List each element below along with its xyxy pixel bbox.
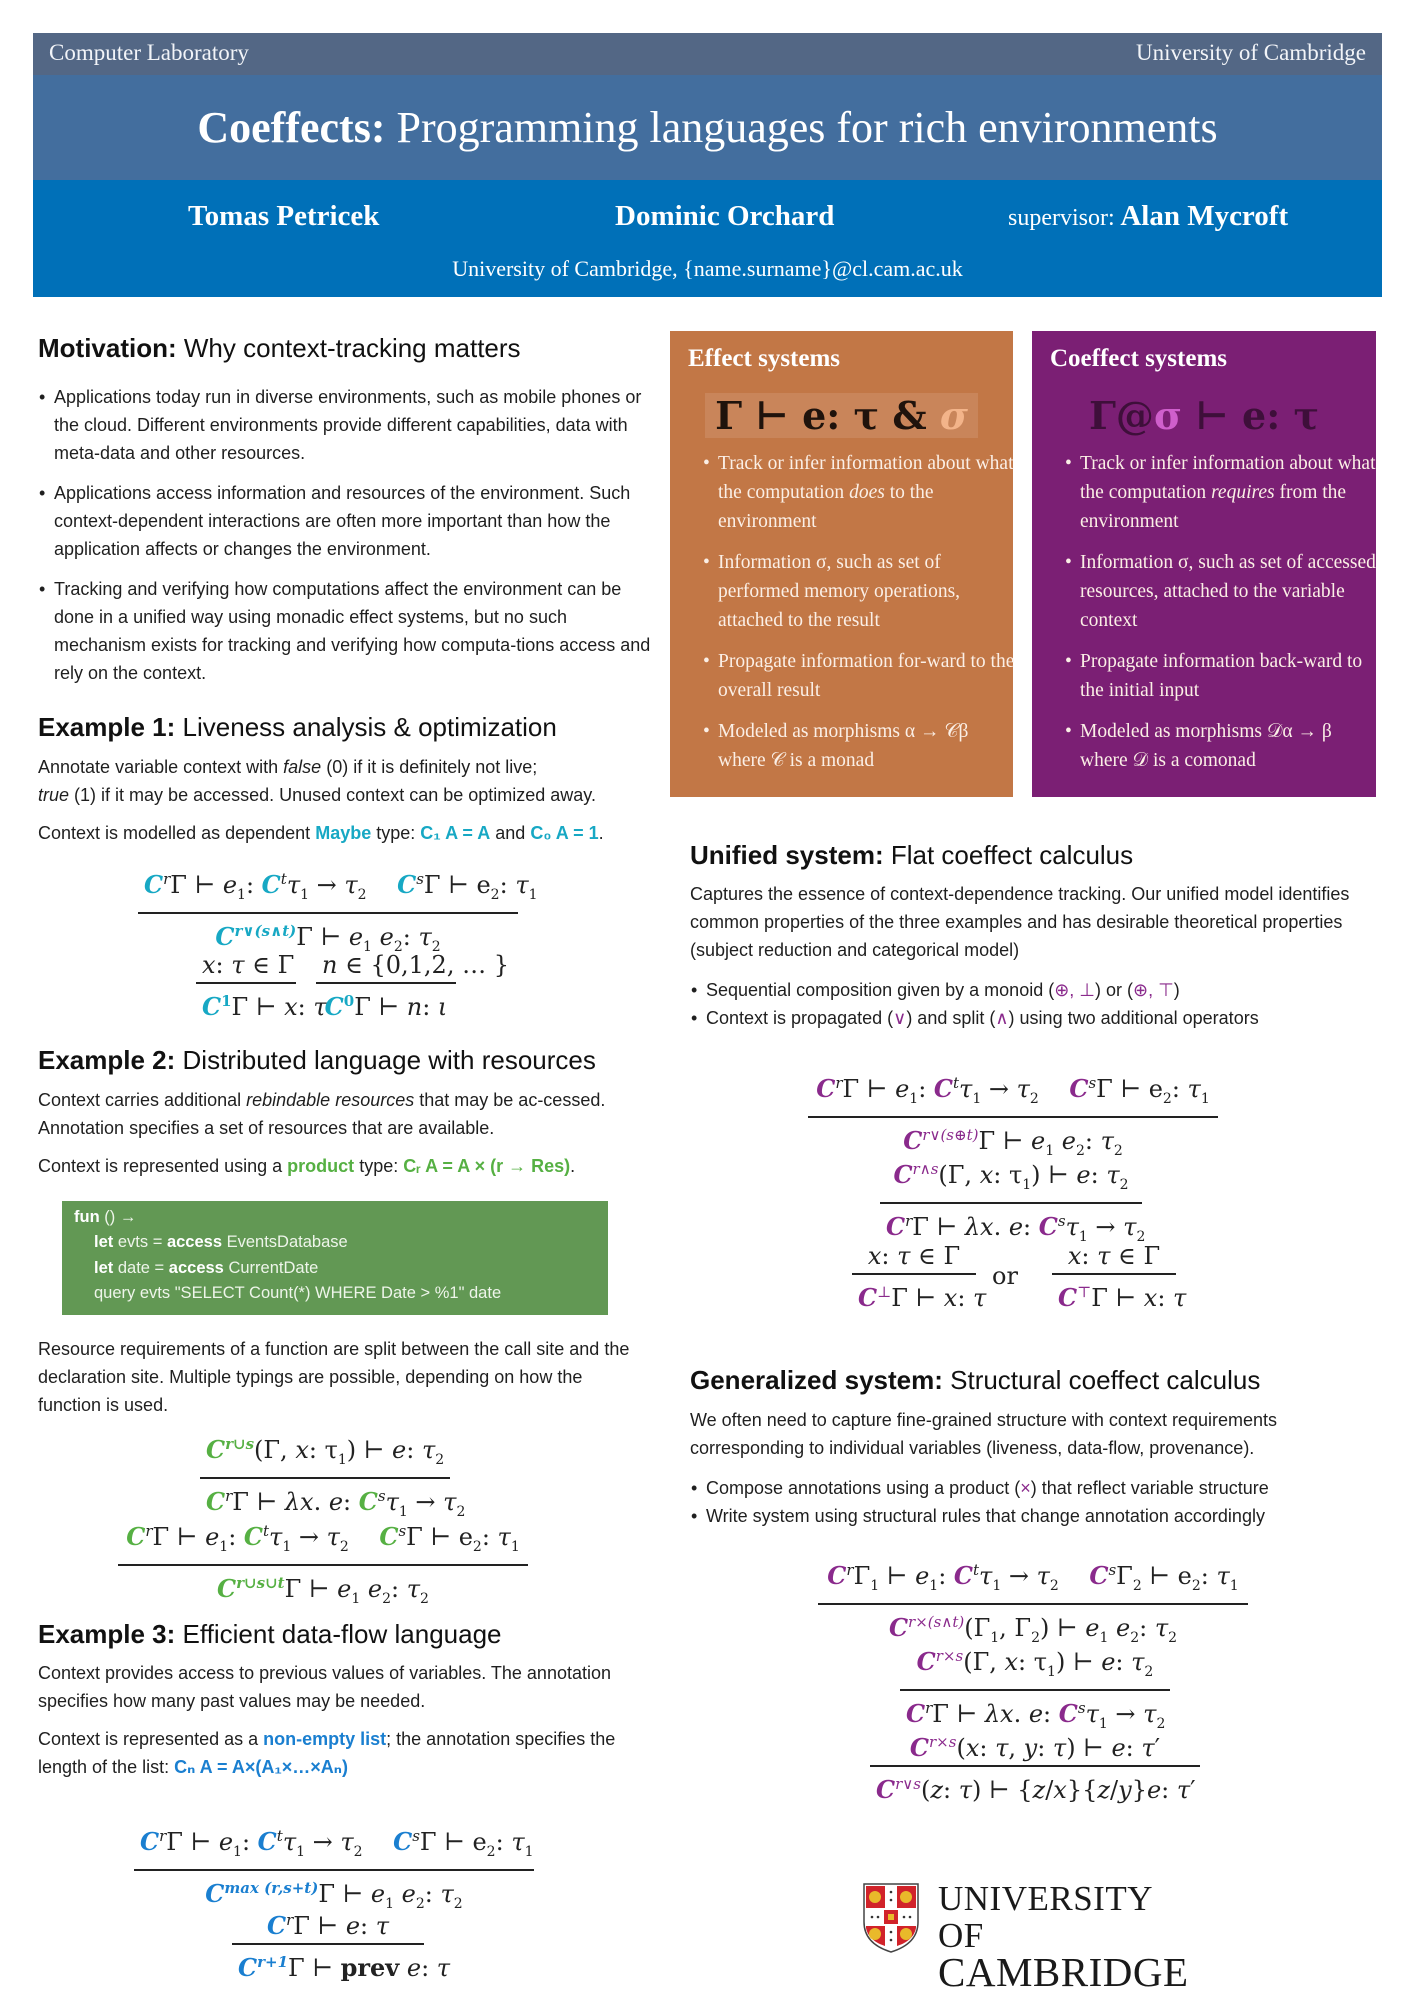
text: to the environment: [718, 482, 934, 532]
example2-intro: [38, 1086, 638, 1142]
text-em: false: [283, 757, 322, 777]
heading-bold: Generalized system:: [690, 1365, 943, 1395]
text: that may be ac-cessed. Annotation specifies a set of resources that are available.: [38, 1090, 606, 1138]
supervisor-label: supervisor:: [1008, 205, 1115, 231]
list-item: [718, 449, 1018, 536]
operator: ∨: [893, 1008, 907, 1028]
title-bold: Coeffects:: [197, 103, 386, 152]
text: ): [1173, 980, 1180, 1000]
author-name: Tomas Petricek: [188, 200, 380, 232]
example1-heading: [38, 712, 557, 743]
supervisor: [1008, 200, 1288, 233]
heading-bold: Unified system:: [690, 840, 884, 870]
text: type:: [376, 823, 416, 843]
operator: ×: [1020, 1478, 1031, 1498]
text: ) or (: [1094, 980, 1133, 1000]
heading-rest: Efficient data-flow language: [182, 1619, 502, 1649]
code-text: CurrentDate: [228, 1259, 319, 1277]
text: (0) if it is definitely not live;: [326, 757, 538, 777]
coeffect-judgement: [1032, 393, 1376, 438]
text: Sequential composition given by a monoid (: [706, 980, 1055, 1000]
text: from the environment: [1080, 482, 1347, 532]
title-rest: Programming languages for rich environments: [396, 103, 1218, 152]
type-name: non-empty list: [263, 1729, 387, 1749]
typing-rule-abs-structural: $C^{r\times s}(\Gamma$, x: $\tau_1$) ⊢ e: $\tau_2$ $C^r\Gamma$ ⊢ λx. e: $C^s\tau_1 \to \tau_2$: [900, 1639, 1170, 1741]
code-text: evts =: [117, 1233, 163, 1251]
list-item: • Information σ, such as set of performed memory operations, attached to the result: [718, 548, 1018, 635]
judgement-text: Γ@: [1088, 393, 1154, 438]
text: Context is propagated (: [706, 1008, 894, 1028]
typing-rule-app-structural: $C^r\Gamma_1$ ⊢ $e_1$: $C^t\tau_1 \to \tau_2$ $C^s\Gamma_2$ ⊢ $e_2$: $\tau_1$ $C^{r\times(s\wedge t)}(\Gamma_1$, $\Gamma_2$) ⊢ $e_1$ $e_2$: $\tau_2$: [818, 1553, 1248, 1655]
typing-rule-app-flat: $C^r\Gamma$ ⊢ $e_1$: $C^t\tau_1 \to \tau_2$ $C^s\Gamma$ ⊢ $e_2$: $\tau_1$ $C^{r\vee(s\oplus t)}\Gamma$ ⊢ $e_1$ $e_2$: $\tau_2$: [808, 1066, 1218, 1168]
keyword-prev: prev: [340, 1953, 400, 1982]
unified-heading: [690, 840, 1133, 871]
type-name: product: [287, 1156, 355, 1176]
text: Context is modelled as dependent: [38, 823, 311, 843]
code-example: [62, 1201, 608, 1315]
keyword: fun: [74, 1208, 100, 1226]
list-item: [706, 1474, 1386, 1502]
effect-list: [702, 449, 1018, 787]
typing-rule-var-top: x: τ ∈ Γ C⊤Γ ⊢ x: τ: [1052, 1239, 1176, 1315]
code-text: () →: [104, 1208, 137, 1226]
operator: ∧: [995, 1008, 1009, 1028]
code-text: query evts "SELECT Count(*) WHERE Date > %1" date: [94, 1284, 502, 1302]
text: ) and split (: [906, 1008, 996, 1028]
text: ) that reflect variable structure: [1030, 1478, 1269, 1498]
list-item: • Tracking and verifying how computations affect the environment can be done in a unified way using monadic effect systems, but no such mechanism exists for tracking and verifying how computa-tions access and rely on the context.: [54, 575, 660, 687]
list-item: • Modeled as morphisms α → 𝒞β where 𝒞 is a monad: [718, 717, 1018, 775]
motivation-list: [38, 383, 660, 699]
typing-rule-var-liveness: x: τ ∈ Γ $C^1\Gamma$ ⊢ x: τ: [196, 948, 296, 1024]
text: type:: [359, 1156, 399, 1176]
keyword: let: [94, 1259, 114, 1277]
type-equation: Cᵣ A = A × (r → Res): [403, 1156, 571, 1176]
text: Annotate variable context with: [38, 757, 279, 777]
unified-list: [690, 976, 1386, 1032]
type-equation: Cₙ A = A×(A₁×…×Aₙ): [174, 1757, 348, 1777]
heading-rest: Why context-tracking matters: [183, 333, 521, 363]
box-heading: Effect systems: [688, 345, 841, 372]
example2-heading: [38, 1045, 596, 1076]
text-em: does: [849, 482, 885, 503]
heading-bold: Motivation:: [38, 333, 177, 363]
generalized-list: [690, 1474, 1386, 1530]
department-label: Computer Laboratory: [49, 40, 249, 65]
generalized-intro: We often need to capture fine-grained structure with context requirements corresponding to individual variables (liveness, data-flow, provenance).: [690, 1410, 1277, 1458]
or-label: or: [992, 1262, 1018, 1290]
author-name: Dominic Orchard: [615, 200, 835, 232]
code-text: EventsDatabase: [226, 1233, 348, 1251]
operator: ⊕, ⊤: [1132, 980, 1174, 1000]
text: Compose annotations using a product (: [706, 1478, 1021, 1498]
typing-rule-abs-flat: $C^{r\wedge s}(\Gamma$, x: $\tau_1$) ⊢ e: $\tau_2$ $C^r\Gamma$ ⊢ λx. e: $C^s\tau_1 \to \tau_2$: [880, 1152, 1142, 1254]
typing-rule-const-liveness: n ∈ {0,1,2, … } $C^0\Gamma$ ⊢ n: ι: [316, 948, 456, 1024]
example3-heading: [38, 1619, 502, 1650]
text: .: [598, 823, 604, 843]
poster-title: [33, 75, 1382, 180]
operator: ⊕, ⊥: [1054, 980, 1095, 1000]
judgement-text: Γ ⊢ e: τ &: [715, 393, 927, 438]
list-item: • Write system using structural rules that change annotation accordingly: [706, 1502, 1386, 1530]
coeffect-list: [1064, 449, 1380, 787]
effect-systems-box: [670, 331, 1013, 797]
typing-rule-var-bottom: x: τ ∈ Γ C⊥Γ ⊢ x: τ: [852, 1239, 976, 1315]
type-equation: C₁ A = A: [420, 823, 491, 843]
type-equation: C₀ A = 1: [530, 823, 599, 843]
heading-rest: Flat coeffect calculus: [890, 840, 1134, 870]
typing-rule-abs-resources: $C^{r\cup s}(\Gamma$, x: $\tau_1$) ⊢ e: $\tau_2$ $C^r\Gamma$ ⊢ λx. e: $C^s\tau_1 \to \tau_2$: [200, 1427, 450, 1529]
text: and: [495, 823, 526, 843]
text: Track or infer information about what the computation: [1080, 453, 1376, 503]
example2-type: [38, 1152, 658, 1180]
text: Context carries additional: [38, 1090, 242, 1110]
list-item: • Information σ, such as set of accessed resources, attached to the variable context: [1080, 548, 1380, 635]
sigma-symbol: σ: [1153, 393, 1182, 438]
list-item: [1080, 449, 1380, 536]
effect-judgement: [670, 393, 1013, 438]
example3-type: [38, 1725, 618, 1781]
text: ; the annotation specifies the length of the list:: [38, 1729, 616, 1777]
affiliation: University of Cambridge, {name.surname}@cl.cam.ac.uk: [452, 256, 963, 281]
example2-split-text: Resource requirements of a function are split between the call site and the declaration site. Multiple typings are possible, depending on how the function is used.: [38, 1339, 630, 1415]
text: Context is represented as a: [38, 1729, 259, 1749]
typing-rule-app-liveness: $C^r\Gamma$ ⊢ $e_1$: $C^t\tau_1 \to \tau_2$ $C^s\Gamma$ ⊢ $e_2$: $\tau_1$ $C^{r\vee(s\wedge t)}\Gamma$ ⊢ $e_1$ $e_2$: $\tau_2$: [138, 862, 518, 964]
university-label: University of Cambridge: [1136, 40, 1366, 65]
typing-rule-prev-dataflow: $C^r\Gamma$ ⊢ e: τ $C^{r+1}\Gamma$ ⊢ prev e: τ: [232, 1903, 424, 1985]
logo-text: [938, 1879, 1202, 1995]
list-item: • Applications access information and resources of the environment. Such context-dependent interactions are often more important than how the application affects or changes the environment.: [54, 479, 660, 563]
cambridge-shield-icon: [862, 1882, 920, 1954]
generalized-heading: [690, 1365, 1260, 1396]
list-item: • Applications today run in diverse environments, such as mobile phones or the cloud. Different environments provide different capabilities, data with meta-data and other resources.: [54, 383, 660, 467]
text: Context is represented using a: [38, 1156, 283, 1176]
list-item: • Propagate information for-ward to the overall result: [718, 647, 1018, 705]
heading-bold: Example 2:: [38, 1045, 176, 1075]
code-text: date =: [117, 1259, 165, 1277]
header-top-bar: [33, 33, 1382, 75]
box-heading: Coeffect systems: [1050, 345, 1228, 372]
text-em: rebindable resources: [246, 1090, 415, 1110]
typing-rule-contraction: $C^{r\times s}(x$: τ, y: τ) ⊢ e: τ′ $C^{r\vee s}(z$: τ) ⊢ {z/x}{z/y}e: τ′: [870, 1725, 1200, 1807]
logo-line: UNIVERSITY OF: [938, 1879, 1152, 1955]
list-item: • Propagate information back-ward to the initial input: [1080, 647, 1380, 705]
text-em: true: [38, 785, 70, 805]
text: ) using two additional operators: [1008, 1008, 1259, 1028]
text: Track or infer information about what the computation: [718, 453, 1014, 503]
type-name: Maybe: [315, 823, 372, 843]
list-item: [706, 1004, 1386, 1032]
coeffect-systems-box: [1032, 331, 1376, 797]
list-item: • Modeled as morphisms 𝒟α → β where 𝒟 is a comonad: [1080, 717, 1380, 775]
list-item: [706, 976, 1386, 1004]
unified-intro: Captures the essence of context-dependence tracking. Our unified model identifies common properties of the three examples and has desirable theoretical properties (subject reduction and categorical model): [690, 884, 1350, 960]
logo-line: CAMBRIDGE: [938, 1949, 1189, 1995]
text-em: requires: [1211, 482, 1275, 503]
example1-type: [38, 819, 658, 847]
heading-rest: Liveness analysis & optimization: [182, 712, 557, 742]
sigma-symbol: σ: [939, 393, 968, 438]
heading-bold: Example 1:: [38, 712, 176, 742]
keyword: let: [94, 1233, 114, 1251]
motivation-heading: [38, 333, 521, 364]
author-band: [33, 180, 1382, 297]
supervisor-name: Alan Mycroft: [1120, 200, 1289, 232]
keyword: access: [166, 1233, 222, 1251]
text: (1) if it may be accessed. Unused context can be optimized away.: [74, 785, 596, 805]
example3-intro: Context provides access to previous values of variables. The annotation specifies how many past values may be needed.: [38, 1663, 611, 1711]
heading-rest: Structural coeffect calculus: [950, 1365, 1261, 1395]
heading-rest: Distributed language with resources: [182, 1045, 596, 1075]
typing-rule-app-resources: $C^r\Gamma$ ⊢ $e_1$: $C^t\tau_1 \to \tau_2$ $C^s\Gamma$ ⊢ $e_2$: $\tau_1$ $C^{r\cup s\cup t}\Gamma$ ⊢ $e_1$ $e_2$: $\tau_2$: [118, 1514, 528, 1616]
university-logo: [862, 1879, 1202, 1995]
example1-intro: [38, 753, 658, 809]
typing-rule-app-dataflow: $C^r\Gamma$ ⊢ $e_1$: $C^t\tau_1 \to \tau_2$ $C^s\Gamma$ ⊢ $e_2$: $\tau_1$ $C^{max (r,s+t)}\Gamma$ ⊢ $e_1$ $e_2$: $\tau_2$: [134, 1819, 534, 1921]
keyword: access: [168, 1259, 224, 1277]
text: .: [570, 1156, 576, 1176]
heading-bold: Example 3:: [38, 1619, 176, 1649]
judgement-text: ⊢ e: τ: [1195, 393, 1320, 438]
